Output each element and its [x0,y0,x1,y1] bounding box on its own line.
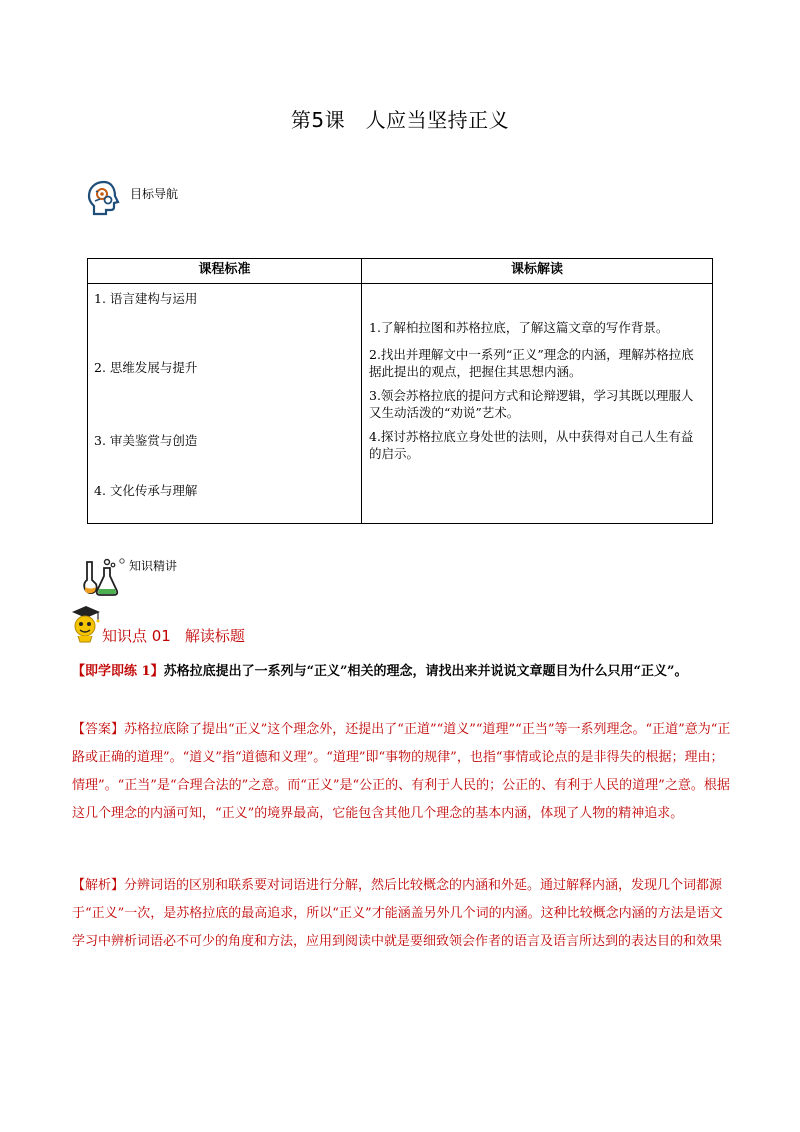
analysis-tag: 【解析】 [72,878,125,893]
standard-item: 2. 思维发展与提升 [94,360,198,375]
practice-tag: 【即学即练 1】 [72,664,164,679]
standard-item: 4. 文化传承与理解 [94,483,198,498]
lab-flasks-icon [82,556,120,596]
practice-question [72,658,732,686]
knowledge-point-number: 知识点 01 [102,627,171,645]
answer-tag: 【答案】 [72,722,125,737]
analysis-block [72,872,732,956]
analysis-text: 分辨词语的区别和联系要对词语进行分解，然后比较概念的内涵和外延。通过解释内涵，发现几个词都源于“正义”一次，是苏格拉底的最高追求，所以“正义”才能涵盖另外几个词的内涵。这种比较概念内涵的方法是语文学习中辨析词语必不可少的角度和方法，应用到阅读中就是要细致领会作者的语言及语言所达到的表达目的和效果 [72,878,723,949]
graduate-mascot-icon [68,604,102,644]
interpretation-item: 1.了解柏拉图和苏格拉底，了解这篇文章的写作背景。 [369,320,669,335]
practice-text: 苏格拉底提出了一系列与“正义”相关的理念，请找出来并说说文章题目为什么只用“正义”。 [163,664,688,679]
knowledge-point-title: 解读标题 [184,627,245,645]
target-nav-label: 目标导航 [130,187,179,201]
sparkle-icon [118,557,126,565]
knowledge-section-label: 知识精讲 [129,559,178,573]
head-gears-icon [86,179,122,217]
standard-item: 3. 审美鉴赏与创造 [94,433,198,448]
interpretation-item: 2.找出并理解文中一系列“正义”理念的内涵，理解苏格拉底据此提出的观点，把握住其思想内涵。 [369,347,694,379]
page-title: 第5课 人应当坚持正义 [290,108,510,132]
standard-item: 1. 语言建构与运用 [94,291,198,306]
interpretation-item: 4.探讨苏格拉底立身处世的法则，从中获得对自己人生有益的启示。 [369,429,694,461]
answer-text: 苏格拉底除了提出“正义”这个理念外，还提出了“正道”“道义”“道理”“正当”等一系列理念。“正道”意为“正路或正确的道理”。“道义”指“道德和义理”。“道理”即“事物的规律”，也指“事情或论点的是非得失的根据；理由；情理”。“正当”是“合理合法的”之意。而“正义”是“公正的、有利于人民的；公正的、有利于人民的道理”之意。根据这几个理念的内涵可知，“正义”的境界最高，它能包含其他几个理念的基本内涵，体现了人物的精神追求。 [72,722,731,821]
table-header-interpretation: 课标解读 [510,262,563,277]
knowledge-point-heading [102,625,245,646]
answer-block [72,716,732,828]
table-header-standards: 课程标准 [198,262,251,277]
standards-table [87,258,713,524]
interpretation-item: 3.领会苏格拉底的提问方式和论辩逻辑，学习其既以理服人又生动活泼的“劝说”艺术。 [369,388,694,420]
